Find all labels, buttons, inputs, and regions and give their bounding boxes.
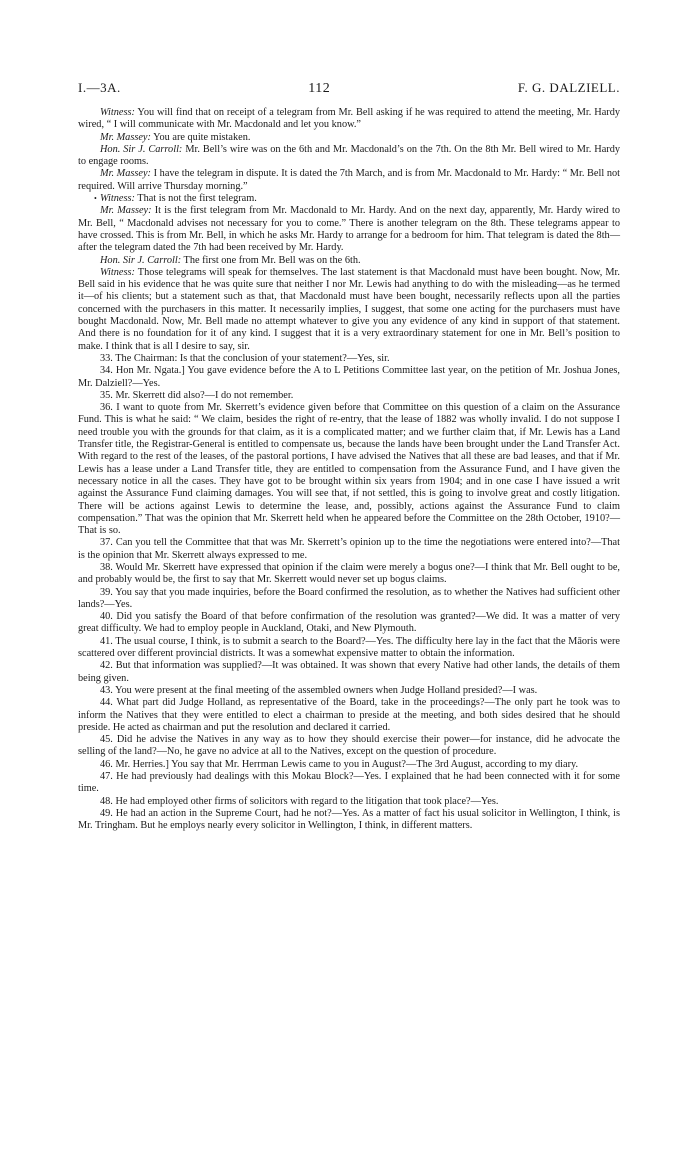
paragraph-text: You are quite mistaken. [150, 131, 251, 143]
transcript-paragraph [78, 562, 620, 587]
transcript-paragraph [78, 808, 620, 833]
transcript-paragraph [78, 796, 620, 808]
paragraph-text: 38. Would Mr. Skerrett have expressed that opinion if the claim were merely a bogus one?—I think that Mr. Bell ought to be, and probably would be, the first to say that Mr. Skerrett would never set up bogus claims. [78, 561, 620, 586]
paragraph-text: You will find that on receipt of a telegram from Mr. Bell asking if he was required to attend the meeting, Mr. Hardy wired, “ I will communicate with Mr. Macdonald and let you know.” [78, 107, 620, 131]
page-header [78, 80, 620, 97]
transcript-paragraph [78, 537, 620, 562]
paragraph-text: 33. The Chairman: Is that the conclusion of your statement?—Yes, sir. [100, 352, 390, 364]
paragraph-text: 45. Did he advise the Natives in any way as to how they should exercise their power—for instance, did he advocate the selling of the land?—No, he gave no advice at all to the Natives, except on the question of procedure. [78, 734, 620, 758]
paragraph-text: 37. Can you tell the Committee that that was Mr. Skerrett’s opinion up to the time the negotiations were entered into?—That is the opinion that Mr. Skerrett always expressed to me. [78, 537, 620, 561]
paragraph-text: Those telegrams will speak for themselves. The last statement is that Macdonald must have been bought. Now, Mr. Bell said in his evidence that he was quite sure that neither I nor Mr. Lewis had anything to do with the misleading—as he termed it—of his clients; but a statement such as that, that Macdonald must have been bought, necessarily reflects upon all the parties concerned with the purchasers in this matter. It necessarily implies, I suggest, that some one acting for the purchasers must have bought Macdonald. Now, Mr. Bell made no attempt whatever to give you any evidence of any kind in support of that statement. And there is no foundation for it of any kind. I suggest that it is a very extraordinary statement for one in Mr. Bell’s position to make. I think that is all I desire to say, sir. [78, 266, 620, 352]
transcript-paragraph [78, 168, 620, 193]
speaker-label: Mr. Massey: [100, 168, 151, 180]
transcript-paragraph [78, 587, 620, 612]
page-number: 112 [308, 81, 331, 96]
paragraph-text: 46. Mr. Herries.] You say that Mr. Herrman Lewis came to you in August?—The 3rd August, according to my diary. [100, 758, 579, 770]
paragraph-text: The first one from Mr. Bell was on the 6th. [181, 254, 361, 266]
speaker-label: Witness: [100, 266, 135, 278]
transcript-paragraph [78, 144, 620, 169]
paragraph-text: It is the first telegram from Mr. Macdonald to Mr. Hardy. And on the next day, apparently, Mr. Hardy wired to Mr. Bell, “ Macdonald advises not necessary for you to come.” There is another telegram on the 8th. These telegrams appear to have crossed. This is from Mr. Bell, in which he asks Mr. Hardy to arrange for a bedroom for him. That telegram is dated the 8th—after the telegram dated the 7th had been received by Mr. Hardy. [78, 205, 620, 254]
transcript-paragraph [78, 205, 620, 254]
transcript-paragraph [78, 734, 620, 759]
paragraph-text: 39. You say that you made inquiries, before the Board confirmed the resolution, as to whether the Natives had sufficient other lands?—Yes. [78, 586, 620, 610]
speaker-label: Witness: [100, 193, 135, 205]
transcript-paragraph [78, 697, 620, 734]
transcript-paragraph [78, 353, 620, 365]
paragraph-text: Mr. Bell’s wire was on the 6th and Mr. Macdonald’s on the 7th. On the 8th Mr. Bell wired to Mr. Hardy to engage rooms. [78, 143, 620, 168]
paragraph-text: That is not the first telegram. [134, 193, 257, 205]
paragraph-text: 48. He had employed other firms of solicitors with regard to the litigation that took place?—Yes. [100, 795, 499, 807]
transcript-paragraph [78, 636, 620, 661]
paragraph-text: 35. Mr. Skerrett did also?—I do not remember. [100, 389, 294, 401]
witness-name: F. G. DALZIELL. [517, 80, 620, 95]
speaker-label: Hon. Sir J. Carroll: [100, 254, 182, 266]
speaker-label: Witness: [100, 107, 135, 118]
transcript-paragraph [78, 132, 620, 144]
transcript-paragraph [78, 390, 620, 402]
transcript-paragraph [78, 365, 620, 390]
paragraph-text: 36. I want to quote from Mr. Skerrett’s evidence given before that Committee on this question of a claim on the Assurance Fund. This is what he said: “ We claim, besides the right of re-entry, that the lease of 1882 was wholly invalid. I do not suppose I need trouble you with the grounds for that claim, as it is a complicated matter; and we further claim that, if Mr. Lewis has a Land Transfer title, the Registrar-General is entitled to compensate us, because the lands have been brought under the Land Transfer Act. With regard to the rest of the leases, of the pastoral portions, I have advised the Natives that all these are bad leases, and that if Mr. Lewis has a lease under a Land Transfer title, they are entitled to compensation from the Assurance Fund, and I have given the necessary notice in all the cases. They have got to be brought within six years from 1904; and in one case I have issued a writ against the Assurance Fund claiming damages. You will see that, if not settled, this is going to involve great and costly litigation. There will be actions against Lewis to determine the lease, and, possibly, actions against the Assurance Fund to claim compensation.” That was the opinion that Mr. Skerrett held when he appeared before the Committee on the 28th October, 1910?—That is so. [78, 402, 620, 537]
transcript-paragraph [78, 107, 620, 132]
paper-reference: I.—3A. [78, 80, 121, 95]
transcript-body [78, 107, 620, 833]
paragraph-text: 43. You were present at the final meeting of the assembled owners when Judge Holland presided?—I was. [100, 684, 538, 696]
paragraph-text: 34. Hon Mr. Ngata.] You gave evidence before the A to L Petitions Committee last year, on the petition of Mr. Joshua Jones, Mr. Dalziell?—Yes. [78, 365, 620, 389]
transcript-paragraph [78, 193, 620, 205]
transcript-paragraph [78, 759, 620, 771]
transcript-paragraph [78, 660, 620, 685]
transcript-paragraph [78, 267, 620, 353]
paragraph-text: 42. But that information was supplied?—It was obtained. It was shown that every Native had other lands, the details of them being given. [78, 660, 620, 684]
transcript-paragraph [78, 771, 620, 796]
paragraph-text: 47. He had previously had dealings with this Mokau Block?—Yes. I explained that he had been connected with it for some time. [78, 771, 620, 795]
paragraph-text: I have the telegram in dispute. It is dated the 7th March, and is from Mr. Macdonald to Mr. Hardy: “ Mr. Bell not required. Will arrive Thursday morning.” [78, 168, 620, 192]
transcript-paragraph [78, 685, 620, 697]
paragraph-text: 41. The usual course, I think, is to submit a search to the Board?—Yes. The difficulty here lay in the fact that the Māoris were scattered over different provincial districts. It was a somewhat expensive matter to obtain the information. [78, 635, 620, 660]
paragraph-text: 40. Did you satisfy the Board of that before confirmation of the resolution was granted?—We did. It was a matter of very great difficulty. We had to employ people in Auckland, Otaki, and New Plymouth. [78, 611, 620, 635]
paragraph-text: 49. He had an action in the Supreme Court, had he not?—Yes. As a matter of fact his usual solicitor in Wellington, I think, is Mr. Tringham. But he employs nearly every solicitor in Wellington, I think, in different matters. [78, 807, 620, 832]
transcript-paragraph [78, 402, 620, 537]
speaker-label: Mr. Massey: [100, 131, 151, 143]
paragraph-text: 44. What part did Judge Holland, as representative of the Board, take in the proceedings?—The only part he took was to inform the Natives that they were entitled to elect a chairman to preside at the meeting, and both sides desired that he should preside. He acted as chairman and put the resolution and declared it carried. [78, 697, 620, 733]
transcript-paragraph [78, 611, 620, 636]
document-page [78, 80, 620, 833]
speaker-label: Mr. Massey: [100, 205, 152, 217]
transcript-paragraph [78, 255, 620, 267]
speaker-label: Hon. Sir J. Carroll: [100, 143, 183, 155]
